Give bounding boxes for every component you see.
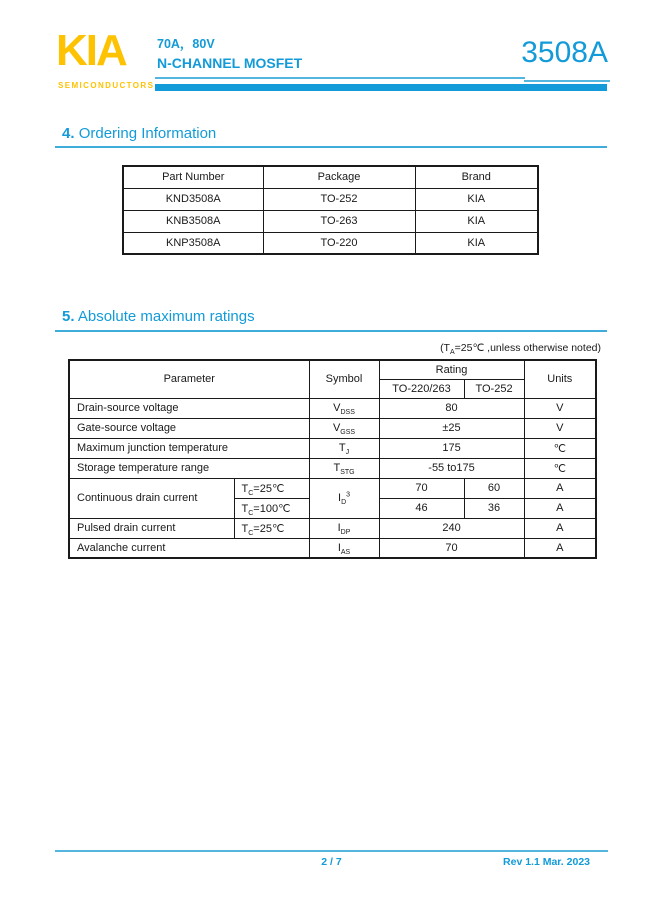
rating-cell: ±25 <box>379 418 524 438</box>
header-accent-bar <box>155 84 607 91</box>
rating-cell: 175 <box>379 438 524 458</box>
rating-cell: 36 <box>464 498 524 518</box>
device-spec-ratings: 70A，80V <box>157 37 215 51</box>
col-header-symbol: Symbol <box>309 360 379 398</box>
col-header-part-number: Part Number <box>123 166 263 188</box>
rating-cell: 70 <box>379 478 464 498</box>
part-number-cell: KNB3508A <box>123 210 263 232</box>
units-cell: ℃ <box>524 438 596 458</box>
page-number: 2 / 7 <box>321 856 342 868</box>
col-header-units: Units <box>524 360 596 398</box>
absolute-maximum-ratings-table <box>68 359 597 559</box>
rating-cell: -55 to175 <box>379 458 524 478</box>
device-spec <box>157 34 302 71</box>
table-row-gate-source-voltage <box>69 418 596 438</box>
section-title: Absolute maximum ratings <box>77 308 255 325</box>
symbol-cell: $I_{AS}$ <box>309 538 379 558</box>
parameter-cell: Pulsed drain current <box>69 518 234 538</box>
rating-cell: 46 <box>379 498 464 518</box>
footer-rule <box>55 850 608 852</box>
symbol-cell: $I_D^3$ <box>309 478 379 518</box>
parameter-cell: Avalanche current <box>69 538 309 558</box>
col-header-package: Package <box>263 166 415 188</box>
symbol-cell: $T_{STG}$ <box>309 458 379 478</box>
table-row <box>123 210 538 232</box>
table-row-avalanche-current <box>69 538 596 558</box>
section-heading-ordering <box>62 125 216 142</box>
brand-cell: KIA <box>415 210 538 232</box>
header-rule-right <box>524 80 610 82</box>
rating-cell: 240 <box>379 518 524 538</box>
brand-cell: KIA <box>415 232 538 254</box>
section-heading-ratings <box>62 308 255 325</box>
table-row <box>123 188 538 210</box>
brand-cell: KIA <box>415 188 538 210</box>
kia-logo: KIA <box>56 26 126 75</box>
units-cell: V <box>524 418 596 438</box>
section-rule-ratings <box>55 330 607 332</box>
condition-cell: $T_C=25℃$ <box>234 478 309 498</box>
col-header-brand: Brand <box>415 166 538 188</box>
units-cell: V <box>524 398 596 418</box>
section-rule-ordering <box>55 146 607 148</box>
ordering-table <box>122 165 539 255</box>
revision-label: Rev 1.1 Mar. 2023 <box>503 856 590 868</box>
table-row-pulsed-drain-current <box>69 518 596 538</box>
kia-logo-subtext: SEMICONDUCTORS <box>58 81 155 90</box>
units-cell: A <box>524 518 596 538</box>
ratings-condition-note: ($T_A=25℃$ ,unless otherwise noted) <box>440 342 601 357</box>
device-type: N-CHANNEL MOSFET <box>157 55 303 71</box>
ratings-header-row-1 <box>69 360 596 379</box>
parameter-cell: Drain-source voltage <box>69 398 309 418</box>
symbol-cell: $I_{DP}$ <box>309 518 379 538</box>
ordering-header-row <box>123 166 538 188</box>
package-cell: TO-252 <box>263 188 415 210</box>
parameter-cell: Gate-source voltage <box>69 418 309 438</box>
rating-cell: 60 <box>464 478 524 498</box>
col-header-to220-263: TO-220/263 <box>379 379 464 398</box>
units-cell: A <box>524 478 596 498</box>
symbol-cell: $T_J$ <box>309 438 379 458</box>
table-row-drain-source-voltage <box>69 398 596 418</box>
units-cell: ℃ <box>524 458 596 478</box>
header-rule-left <box>155 77 525 79</box>
col-header-to252: TO-252 <box>464 379 524 398</box>
symbol-cell: $V_{GSS}$ <box>309 418 379 438</box>
col-header-rating: Rating <box>379 360 524 379</box>
units-cell: A <box>524 498 596 518</box>
table-row-continuous-drain-current-25c <box>69 478 596 498</box>
rating-cell: 80 <box>379 398 524 418</box>
section-number: 5. <box>62 308 75 325</box>
condition-cell: $T_C=100℃$ <box>234 498 309 518</box>
part-number-title: 3508A <box>521 36 608 69</box>
package-cell: TO-220 <box>263 232 415 254</box>
rating-cell: 70 <box>379 538 524 558</box>
package-cell: TO-263 <box>263 210 415 232</box>
condition-cell: $T_C=25℃$ <box>234 518 309 538</box>
col-header-parameter: Parameter <box>69 360 309 398</box>
table-row-storage-temperature <box>69 458 596 478</box>
parameter-cell: Storage temperature range <box>69 458 309 478</box>
table-row-max-junction-temperature <box>69 438 596 458</box>
parameter-cell: Continuous drain current <box>69 478 234 518</box>
section-title: Ordering Information <box>78 125 217 142</box>
section-number: 4. <box>62 125 75 142</box>
part-number-cell: KNP3508A <box>123 232 263 254</box>
part-number-cell: KND3508A <box>123 188 263 210</box>
units-cell: A <box>524 538 596 558</box>
table-row <box>123 232 538 254</box>
parameter-cell: Maximum junction temperature <box>69 438 309 458</box>
symbol-cell: $V_{DSS}$ <box>309 398 379 418</box>
